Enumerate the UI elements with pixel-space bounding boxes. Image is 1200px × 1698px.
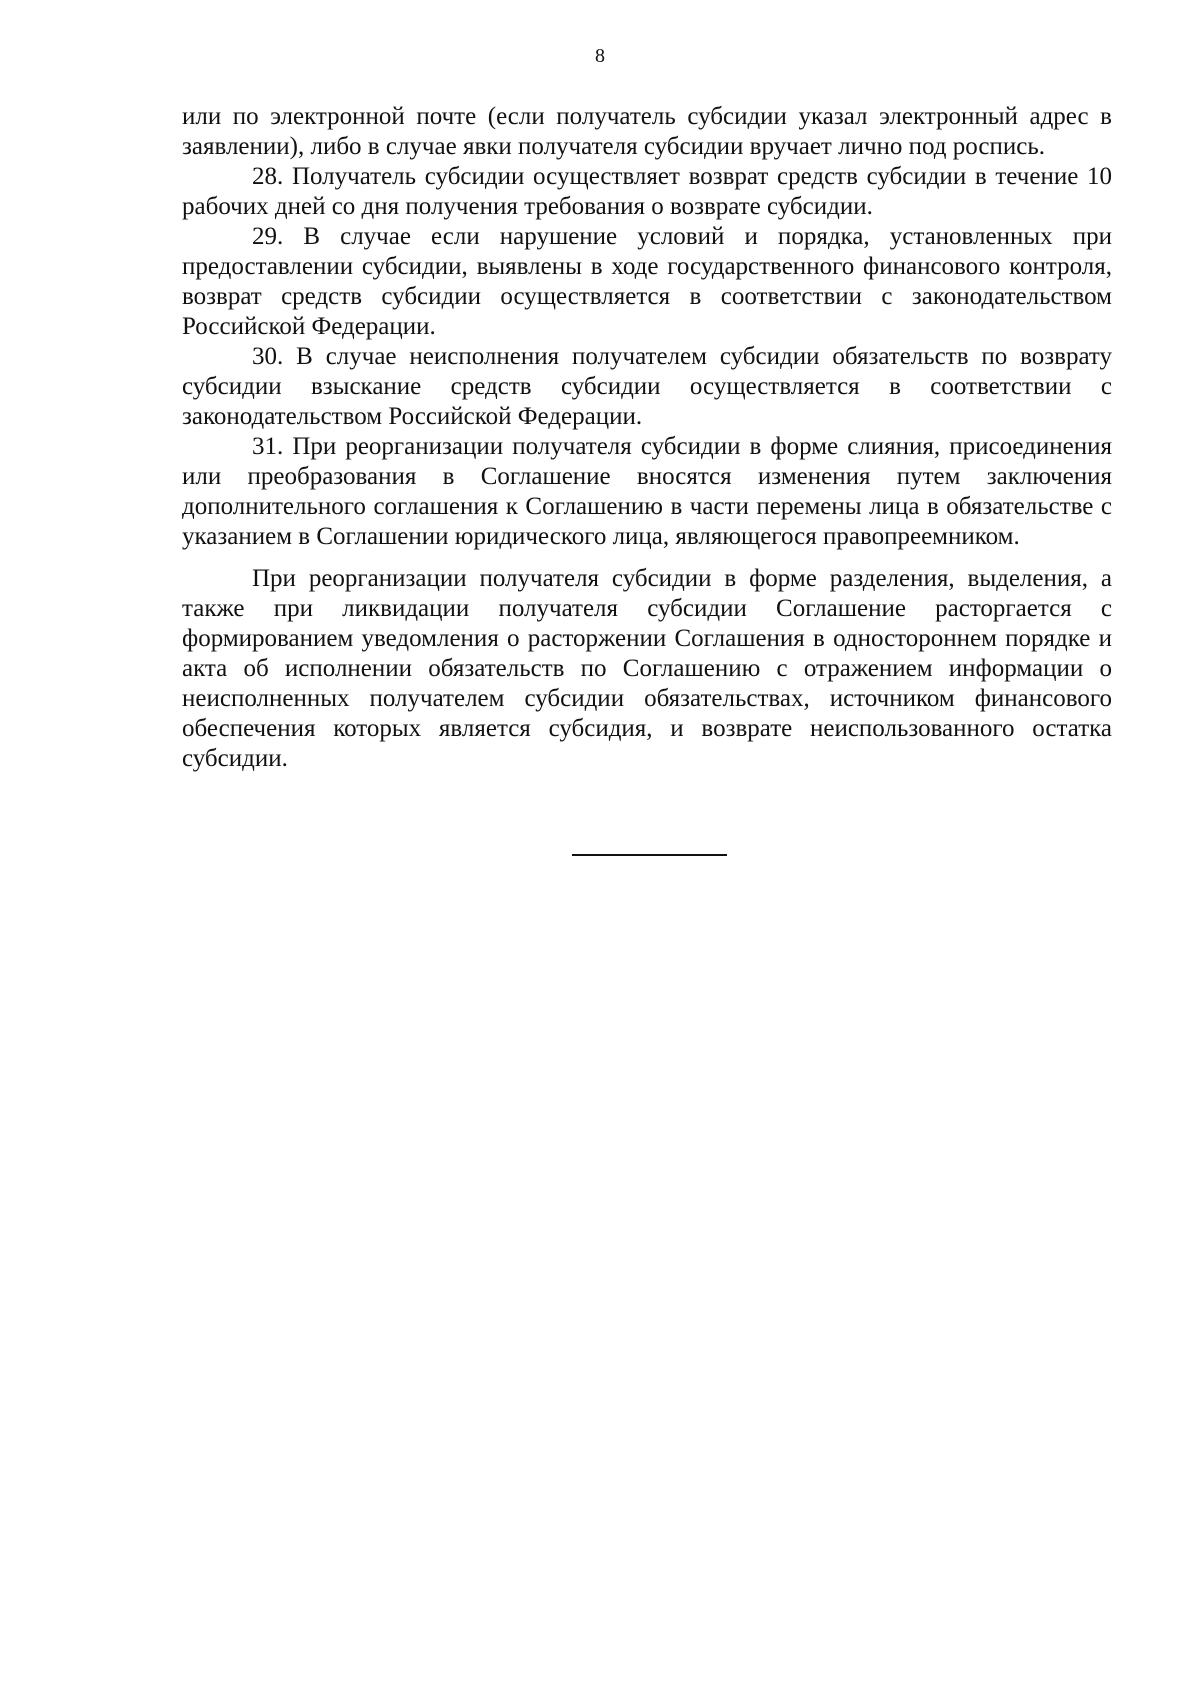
paragraph-31-continued: При реорганизации получателя субсидии в форме разделения, выделения, а также при ликвидации получателя субсидии Соглашение расторгается с формированием уведомления о расторжении Соглашения в одностороннем порядке и акта об исполнении обязательств по Соглашению с отражением информации о неисполненных получателем субсидии обязательствах, источником финансового обеспечения которых является субсидия, и возврате неиспользованного остатка субсидии.	[182, 565, 1112, 772]
end-of-document-divider	[572, 854, 727, 856]
paragraph-30: 30. В случае неисполнения получателем субсидии обязательств по возврату субсидии взыскание средств субсидии осуществляется в соответствии с законодательством Российской Федерации.	[182, 343, 1112, 430]
paragraph-28: 28. Получатель субсидии осуществляет возврат средств субсидии в течение 10 рабочих дней со дня получения требования о возврате субсидии.	[182, 163, 1112, 220]
page-number: 8	[595, 45, 605, 67]
paragraph-31: 31. При реорганизации получателя субсидии в форме слияния, присоединения или преобразования в Соглашение вносятся изменения путем заключения дополнительного соглашения к Соглашению в части перемены лица в обязательстве с указанием в Соглашении юридического лица, являющегося правопреемником.	[182, 433, 1112, 550]
document-body	[182, 102, 1112, 774]
paragraph-continuation: или по электронной почте (если получатель субсидии указал электронный адрес в заявлении), либо в случае явки получателя субсидии вручает лично под роспись.	[182, 103, 1112, 160]
paragraph-29: 29. В случае если нарушение условий и порядка, установленных при предоставлении субсидии, выявлены в ходе государственного финансового контроля, возврат средств субсидии осуществляется в соответствии с законодательством Российской Федерации.	[182, 223, 1112, 340]
